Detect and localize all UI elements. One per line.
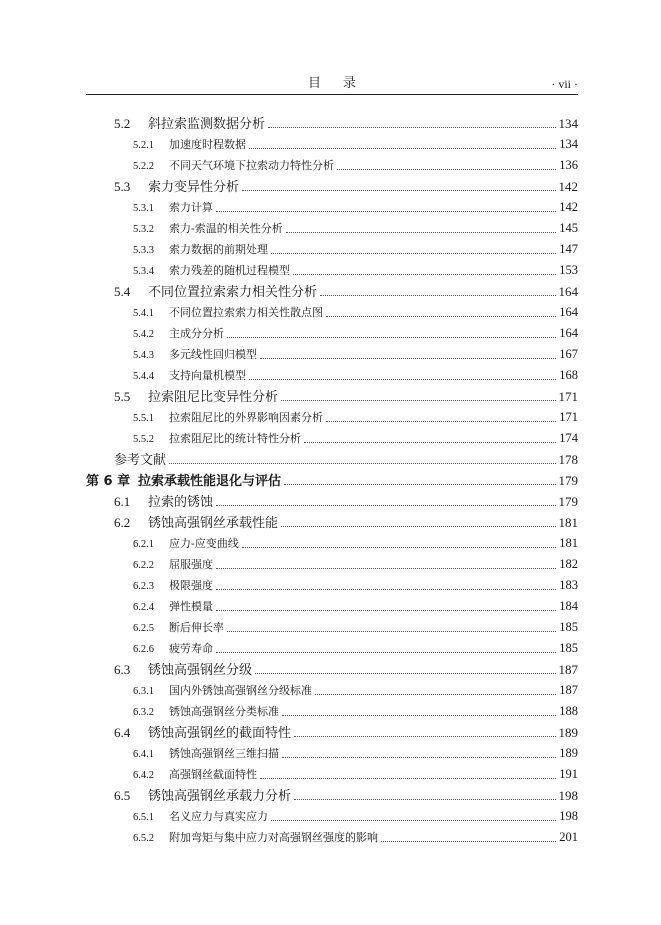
toc-entry-title: 索力变异性分析 — [148, 180, 240, 195]
dot-leader — [282, 705, 556, 716]
toc-entry[interactable] — [86, 239, 578, 260]
toc-entry-number: 5.4.2 — [133, 329, 154, 340]
toc-entry-title: 锈蚀高强钢丝的截面特性 — [148, 726, 292, 741]
toc-entry-title: 不同位置拉索索力相关性散点图 — [169, 306, 323, 319]
toc-entry-page: 168 — [559, 368, 578, 382]
toc-entry-number: 6.5 — [114, 788, 131, 803]
toc-entry-title: 索力数据的前期处理 — [169, 243, 268, 256]
toc-entry-title: 名义应力与真实应力 — [169, 810, 268, 823]
toc-entry[interactable] — [86, 428, 578, 449]
header-page-number: · vii · — [551, 77, 578, 91]
toc-entry-page: 142 — [558, 179, 578, 194]
dot-leader — [326, 411, 556, 422]
toc-entry-number: 6.2 — [114, 515, 131, 530]
dot-leader — [216, 579, 556, 590]
dot-leader — [315, 684, 556, 695]
toc-entry-number: 5.2 — [114, 116, 131, 131]
dot-leader — [260, 768, 556, 779]
toc-entry-number: 5.3.4 — [133, 266, 154, 277]
dot-leader — [249, 369, 556, 380]
dot-leader — [381, 831, 556, 842]
dot-leader — [249, 138, 556, 149]
toc-entry-title: 拉索承载性能退化与评估 — [138, 474, 282, 489]
toc-entry-number: 6.1 — [114, 494, 131, 509]
toc-entry-title: 锈蚀高强钢丝分级 — [148, 663, 253, 678]
dot-leader — [242, 537, 557, 548]
toc-entry-page: 136 — [559, 158, 578, 172]
toc-entry-page: 147 — [559, 242, 578, 256]
dot-leader — [281, 390, 555, 401]
dot-leader — [216, 495, 555, 506]
toc-entry[interactable] — [86, 596, 578, 617]
toc-entry[interactable] — [86, 344, 578, 365]
toc-entry[interactable] — [86, 260, 578, 281]
dot-leader — [284, 474, 555, 485]
toc-entry-number: 6.2.6 — [133, 644, 154, 655]
toc-entry[interactable] — [86, 491, 578, 512]
toc-entry-title: 极限强度 — [169, 579, 213, 592]
toc-entry-number: 5.4 — [114, 284, 131, 299]
toc-entry-page: 167 — [559, 347, 578, 361]
toc-entry-number: 5.3.2 — [133, 224, 154, 235]
toc-entry[interactable] — [86, 281, 578, 302]
toc-entry-title: 索力残差的随机过程模型 — [169, 264, 290, 277]
toc-entry-title: 弹性模量 — [169, 600, 213, 613]
toc-entry-page: 142 — [559, 200, 578, 214]
toc-entry-number: 5.5.2 — [133, 434, 154, 445]
toc-entry-number: 5.2.1 — [133, 140, 154, 151]
dot-leader — [216, 558, 556, 569]
toc-entry-page: 171 — [558, 389, 578, 404]
toc-entry-page: 174 — [559, 431, 578, 445]
toc-entry-number: 5.3.3 — [133, 245, 154, 256]
dot-leader — [294, 726, 555, 737]
toc-entry[interactable] — [86, 764, 578, 785]
toc-entry-title: 应力-应变曲线 — [169, 537, 239, 550]
toc-entry-title: 支持向量机模型 — [169, 369, 246, 382]
toc-entry[interactable] — [86, 176, 578, 197]
toc-entry[interactable] — [86, 113, 578, 134]
dot-leader — [255, 663, 555, 674]
dot-leader — [294, 789, 555, 800]
toc-entry-page: 187 — [559, 683, 578, 697]
dot-leader — [326, 306, 556, 317]
dot-leader — [271, 810, 556, 821]
toc-entry[interactable] — [86, 449, 578, 470]
toc-entry[interactable] — [86, 722, 578, 743]
toc-entry-page: 188 — [559, 704, 578, 718]
dot-leader — [304, 432, 556, 443]
toc-entry[interactable] — [86, 638, 578, 659]
dot-leader — [216, 201, 556, 212]
toc-entry[interactable] — [86, 554, 578, 575]
toc-entry-title: 拉索阻尼比的统计特性分析 — [169, 432, 301, 445]
toc-entry-title: 加速度时程数据 — [169, 138, 246, 151]
toc-entry-number: 6.3.2 — [133, 707, 154, 718]
toc-entry-number: 5.5 — [114, 389, 131, 404]
toc-entry[interactable] — [86, 323, 578, 344]
toc-entry-title: 锈蚀高强钢丝三维扫描 — [169, 747, 279, 760]
toc-entry-page: 189 — [559, 746, 578, 760]
dot-leader — [227, 327, 556, 338]
toc-entry-title: 高强钢丝截面特性 — [169, 768, 257, 781]
toc-entry-number: 5.5.1 — [133, 413, 154, 424]
dot-leader — [320, 285, 555, 296]
toc-entry-page: 187 — [558, 662, 578, 677]
dot-leader — [268, 117, 555, 128]
toc-entry-page: 153 — [559, 263, 578, 277]
toc-entry[interactable] — [86, 827, 578, 848]
toc-entry-number: 6.3.1 — [133, 686, 154, 697]
toc-entry[interactable] — [86, 701, 578, 722]
toc-entry-number: 6.2.2 — [133, 560, 154, 571]
dot-leader — [286, 222, 557, 233]
toc-entry-number: 第 6 章 — [86, 474, 131, 489]
dot-leader — [227, 621, 556, 632]
toc-entry-page: 181 — [558, 515, 578, 530]
toc-entry-title: 参考文献 — [114, 453, 167, 468]
toc-entry-page: 179 — [558, 473, 578, 488]
toc-entry-page: 164 — [558, 284, 578, 299]
toc-entry-number: 6.4.1 — [133, 749, 154, 760]
dot-leader — [337, 159, 556, 170]
toc-entry-page: 184 — [559, 599, 578, 613]
toc-entry-title: 斜拉索监测数据分析 — [148, 117, 266, 132]
toc-entry-title: 疲劳寿命 — [169, 642, 213, 655]
toc-entry-title: 锈蚀高强钢丝分类标准 — [169, 705, 279, 718]
toc-entry-number: 6.4 — [114, 725, 131, 740]
toc-entry-title: 主成分分析 — [169, 327, 224, 340]
toc-entry[interactable] — [86, 512, 578, 533]
toc-entry-title: 附加弯矩与集中应力对高强钢丝强度的影响 — [169, 831, 378, 844]
toc-entry-page: 171 — [559, 410, 578, 424]
toc-entry[interactable] — [86, 197, 578, 218]
toc-entry-title: 屈服强度 — [169, 558, 213, 571]
toc-entry-number: 5.4.3 — [133, 350, 154, 361]
toc-entry-page: 178 — [558, 452, 578, 467]
toc-entry-page: 181 — [559, 536, 578, 550]
toc-entry[interactable] — [86, 134, 578, 155]
toc-entry-number: 6.2.1 — [133, 539, 154, 550]
toc-entry[interactable] — [86, 407, 578, 428]
toc-entry[interactable] — [86, 617, 578, 638]
dot-leader — [271, 243, 556, 254]
toc-entry[interactable] — [86, 743, 578, 764]
toc-entry[interactable] — [86, 806, 578, 827]
toc-entry-page: 198 — [558, 788, 578, 803]
toc-entry-title: 拉索阻尼比的外界影响因素分析 — [169, 411, 323, 424]
table-of-contents — [86, 113, 578, 848]
toc-entry-page: 134 — [559, 137, 578, 151]
toc-entry-number: 5.4.4 — [133, 371, 154, 382]
toc-entry-number: 6.5.2 — [133, 833, 154, 844]
dot-leader — [216, 642, 556, 653]
toc-entry[interactable] — [86, 659, 578, 680]
toc-entry-title: 锈蚀高强钢丝承载性能 — [148, 516, 279, 531]
toc-entry-number: 6.2.3 — [133, 581, 154, 592]
toc-entry-title: 拉索的锈蚀 — [148, 495, 214, 510]
toc-entry-title: 国内外锈蚀高强钢丝分级标准 — [169, 684, 312, 697]
dot-leader — [260, 348, 556, 359]
toc-entry-page: 179 — [558, 494, 578, 509]
toc-entry[interactable] — [86, 302, 578, 323]
toc-entry-title: 不同位置拉索索力相关性分析 — [148, 285, 318, 300]
toc-entry-number: 5.4.1 — [133, 308, 154, 319]
toc-entry-title: 索力-索温的相关性分析 — [169, 222, 283, 235]
dot-leader — [216, 600, 556, 611]
toc-entry[interactable] — [86, 575, 578, 596]
toc-entry-number: 6.3 — [114, 662, 131, 677]
toc-entry-number: 6.4.2 — [133, 770, 154, 781]
toc-entry[interactable] — [86, 155, 578, 176]
dot-leader — [242, 180, 555, 191]
toc-entry[interactable] — [86, 533, 578, 554]
dot-leader — [281, 516, 555, 527]
toc-entry-number: 6.5.1 — [133, 812, 154, 823]
toc-entry-page: 145 — [559, 221, 578, 235]
toc-entry-number: 6.2.4 — [133, 602, 154, 613]
toc-entry[interactable] — [86, 386, 578, 407]
toc-entry-page: 189 — [558, 725, 578, 740]
toc-entry-page: 164 — [559, 326, 578, 340]
toc-entry-number: 5.3.1 — [133, 203, 154, 214]
dot-leader — [169, 453, 555, 464]
toc-entry[interactable] — [86, 785, 578, 806]
toc-entry[interactable] — [86, 470, 578, 491]
toc-entry-page: 183 — [559, 578, 578, 592]
toc-entry-page: 134 — [558, 116, 578, 131]
dot-leader — [293, 264, 556, 275]
header-title: 目录 — [307, 76, 378, 91]
toc-entry-page: 191 — [559, 767, 578, 781]
toc-entry-title: 索力计算 — [169, 201, 213, 214]
toc-entry-page: 201 — [559, 830, 578, 844]
toc-entry-title: 多元线性回归模型 — [169, 348, 257, 361]
toc-entry[interactable] — [86, 680, 578, 701]
dot-leader — [282, 747, 556, 758]
toc-entry-title: 断后伸长率 — [169, 621, 224, 634]
toc-entry-page: 164 — [559, 305, 578, 319]
toc-entry-number: 5.2.2 — [133, 161, 154, 172]
toc-entry[interactable] — [86, 365, 578, 386]
toc-entry[interactable] — [86, 218, 578, 239]
toc-entry-page: 182 — [559, 557, 578, 571]
toc-entry-page: 198 — [559, 809, 578, 823]
toc-entry-title: 锈蚀高强钢丝承载力分析 — [148, 789, 292, 804]
toc-entry-title: 拉索阻尼比变异性分析 — [148, 390, 279, 405]
toc-entry-number: 6.2.5 — [133, 623, 154, 634]
toc-entry-number: 5.3 — [114, 179, 131, 194]
toc-entry-page: 185 — [559, 620, 578, 634]
running-header — [86, 76, 578, 95]
toc-entry-page: 185 — [559, 641, 578, 655]
toc-entry-title: 不同天气环境下拉索动力特性分析 — [169, 159, 334, 172]
